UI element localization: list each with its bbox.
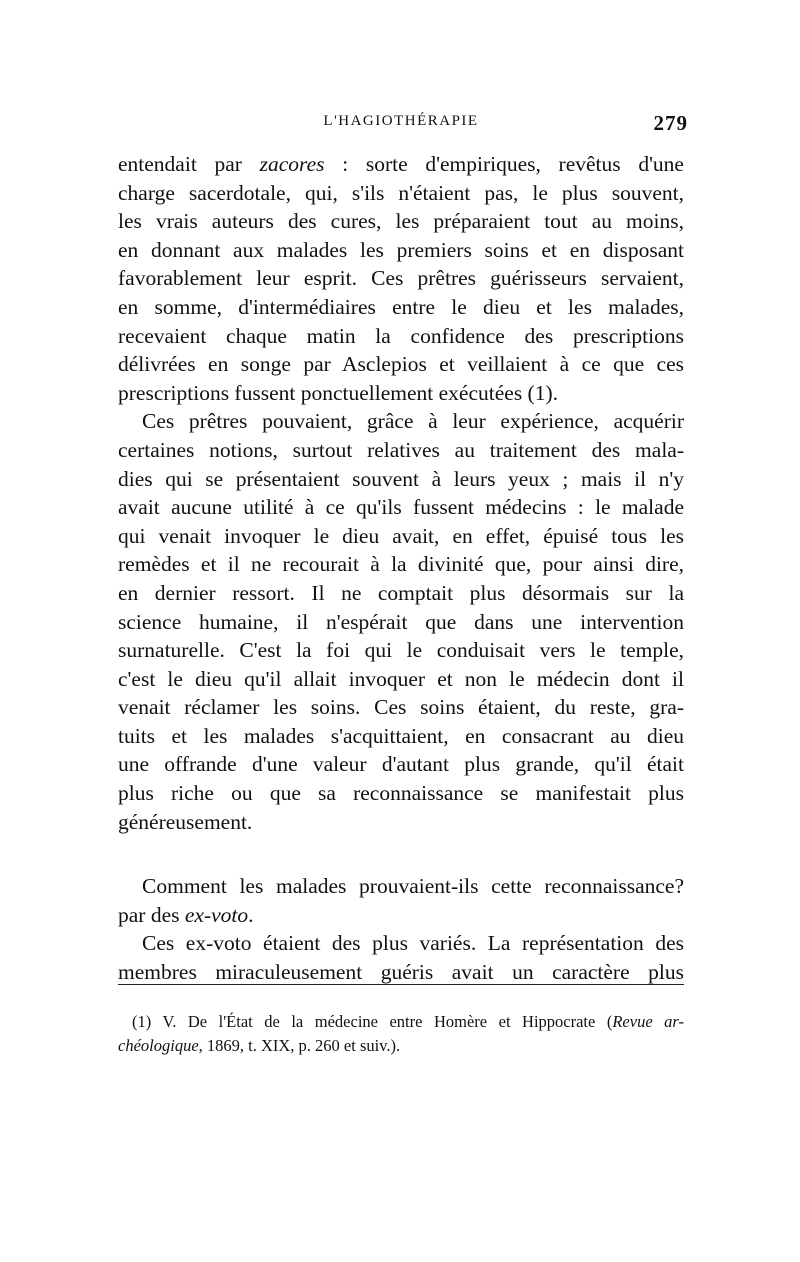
body-text (118, 150, 684, 987)
text-line: plus riche ou que sa reconnaissance se manifestait plus (118, 781, 684, 806)
footnote-line: chéologique, 1869, t. XIX, p. 260 et suiv.). (118, 1036, 401, 1055)
text-line: Comment les malades prouvaient-ils cette reconnaissance? (142, 874, 684, 899)
text-line: surnaturelle. C'est la foi qui le conduisait vers le temple, (118, 638, 684, 663)
text-line: recevaient chaque matin la confidence des prescriptions (118, 323, 684, 348)
text-line: membres miraculeusement guéris avait un caractère plus (118, 960, 684, 985)
text-line: charge sacerdotale, qui, s'ils n'étaient pas, le plus souvent, (118, 180, 684, 205)
text-line: en dernier ressort. Il ne comptait plus désormais sur la (118, 580, 684, 605)
text-line: par des ex-voto. (118, 902, 254, 927)
text-line: Ces prêtres pouvaient, grâce à leur expérience, acquérir (142, 409, 684, 434)
text-line: qui venait invoquer le dieu avait, en effet, épuisé tous les (118, 523, 684, 548)
text-line: généreusement. (118, 809, 253, 834)
running-head (118, 111, 688, 141)
text-line: dies qui se présentaient souvent à leurs yeux ; mais il n'y (118, 466, 684, 491)
running-title: L'HAGIOTHÉRAPIE (323, 113, 479, 129)
text-line: venait réclamer les soins. Ces soins étaient, du reste, gra- (118, 695, 684, 720)
text-line: en donnant aux malades les premiers soins et en disposant (118, 237, 684, 262)
footnote-line: (1) V. De l'État de la médecine entre Homère et Hippocrate (Revue ar- (132, 1012, 684, 1031)
text-line: prescriptions fussent ponctuellement exécutées (1). (118, 380, 559, 405)
page-number: 279 (653, 111, 688, 135)
text-line: délivrées en songe par Asclepios et veillaient à ce que ces (118, 352, 684, 377)
footnote-rule (118, 984, 684, 985)
text-line: science humaine, il n'espérait que dans une intervention (118, 609, 684, 634)
text-line: certaines notions, surtout relatives au traitement des mala- (118, 437, 684, 462)
term-ex-voto: ex-voto (184, 902, 249, 927)
text-line: avait aucune utilité à ce qu'ils fussent médecins : le malade (118, 495, 684, 520)
paragraph-gap (118, 836, 684, 872)
text-line: tuits et les malades s'acquittaient, en consacrant au dieu (118, 723, 684, 748)
text-line: remèdes et il ne recourait à la divinité que, pour ainsi dire, (118, 552, 684, 577)
term-zacores: zacores (259, 152, 325, 176)
text-line: une offrande d'une valeur d'autant plus grande, qu'il était (118, 752, 684, 777)
text-line: entendait par zacores : sorte d'empiriques, revêtus d'une (118, 152, 684, 176)
text-line: en somme, d'intermédiaires entre le dieu et les malades, (118, 294, 684, 319)
text-line: les vrais auteurs des cures, les préparaient tout au moins, (118, 209, 684, 234)
footnote (118, 1010, 684, 1058)
text-line: favorablement leur esprit. Ces prêtres guérisseurs servaient, (118, 266, 684, 291)
text-line: Ces ex-voto étaient des plus variés. La représentation des (142, 931, 684, 956)
text-line: c'est le dieu qu'il allait invoquer et non le médecin dont il (118, 666, 684, 691)
